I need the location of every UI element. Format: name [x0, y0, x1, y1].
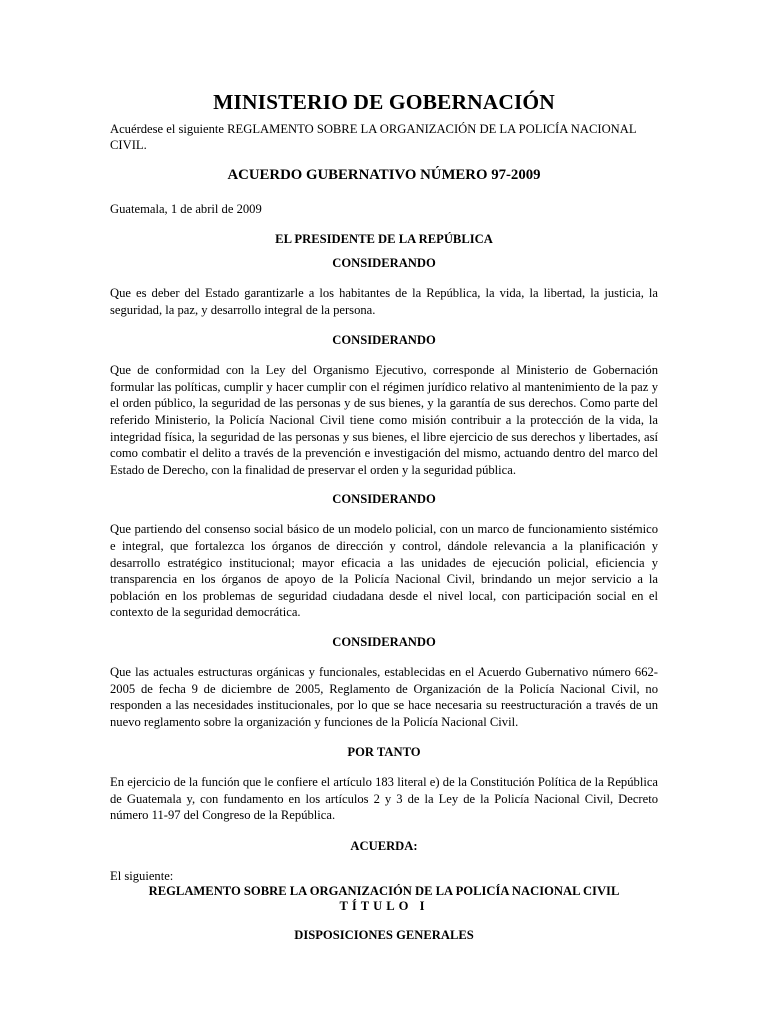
document-body: [110, 87, 658, 943]
considerando-paragraph: Que es deber del Estado garantizarle a los habitantes de la República, la vida, la libertad, la justicia, la seguridad, la paz, y desarrollo integral de la persona.: [110, 286, 658, 317]
considerando-heading: CONSIDERANDO: [332, 492, 436, 507]
por-tanto-paragraph: En ejercicio de la función que le confiere el artículo 183 literal e) de la Constitución Política de la República de Guatemala y, con fundamento en los artículos 2 y 3 de la Ley de la Policía Nacional Civil, Decreto número 11-97 del Congreso de la República.: [110, 775, 658, 823]
siguiente-text: El siguiente:: [110, 869, 174, 884]
considerando-heading: CONSIDERANDO: [332, 333, 436, 348]
disposiciones-heading: DISPOSICIONES GENERALES: [294, 928, 474, 943]
acuerda-heading: ACUERDA:: [350, 839, 418, 854]
considerando-paragraph: Que de conformidad con la Ley del Organismo Ejecutivo, corresponde al Ministerio de Gobernación formular las políticas, cumplir y hacer cumplir con el régimen jurídico relativo al mantenimiento de la paz y el orden público, la seguridad de las personas y de sus bienes, y la garantía de sus derechos. Como parte del referido Ministerio, la Policía Nacional Civil tiene como misión contribuir a la protección de la vida, la integridad física, la seguridad de las personas y sus bienes, el libre ejercicio de sus derechos y libertades, así como combatir el delito a través de la prevención e investigación del mismo, actuando dentro del marco del Estado de Derecho, con la finalidad de preservar el orden y la seguridad pública.: [110, 363, 658, 477]
presidente-heading: EL PRESIDENTE DE LA REPÚBLICA: [275, 232, 493, 246]
document-date: Guatemala, 1 de abril de 2009: [110, 202, 262, 216]
intro-text: Acuérdese el siguiente REGLAMENTO SOBRE LA ORGANIZACIÓN DE LA POLICÍA NACIONAL CIVIL.: [110, 122, 637, 152]
considerando-heading: CONSIDERANDO: [332, 634, 436, 649]
considerando-paragraph: Que partiendo del consenso social básico de un modelo policial, con un marco de funcionamiento sistémico e integral, que fortalezca los órganos de dirección y control, dándole relevancia a la planificación y desarrollo estratégico institucional; mayor eficacia a las unidades de ejecución policial, eficiencia y transparencia en los órganos de apoyo de la Policía Nacional Civil, brindando un mejor servicio a la población en los problemas de seguridad ciudadana desde el nivel local, con participación social en el contexto de la seguridad democrática.: [110, 522, 658, 620]
considerando-heading: CONSIDERANDO: [332, 256, 436, 270]
titulo-heading: TÍTULO I: [339, 899, 429, 914]
acuerdo-number: ACUERDO GUBERNATIVO NÚMERO 97-2009: [227, 167, 541, 183]
considerando-paragraph: Que las actuales estructuras orgánicas y funcionales, establecidas en el Acuerdo Gubernativo número 662-2005 de fecha 9 de diciembre de 2005, Reglamento de Organización de la Policía Nacional Civil, no responden a las necesidades institucionales, por lo que se hace necesaria su reestructuración a través de un nuevo reglamento sobre la organización y funciones de la Policía Nacional Civil.: [110, 664, 658, 729]
page-title: MINISTERIO DE GOBERNACIÓN: [213, 90, 555, 114]
reglamento-title: REGLAMENTO SOBRE LA ORGANIZACIÓN DE LA POLICÍA NACIONAL CIVIL: [148, 884, 620, 899]
por-tanto-heading: POR TANTO: [347, 745, 421, 760]
